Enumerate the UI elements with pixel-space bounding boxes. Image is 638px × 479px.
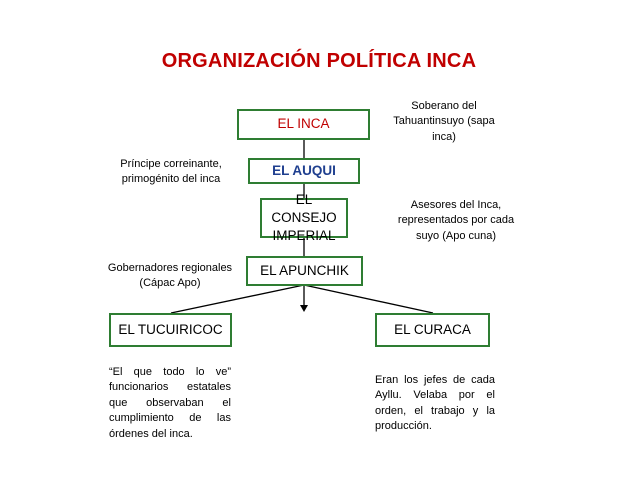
page-title: ORGANIZACIÓN POLÍTICA INCA <box>161 50 477 72</box>
note-gobernadores: Gobernadores regionales (Cápac Apo) <box>107 262 233 290</box>
note-soberano: Soberano del Tahuantinsuyo (sapa inca) <box>393 100 495 143</box>
branch-line-right <box>304 285 433 313</box>
box-el-consejo-imperial: EL CONSEJO IMPERIAL <box>260 198 348 238</box>
box-el-inca: EL INCA <box>237 109 370 140</box>
note-curaca-description: Eran los jefes de cada Ayllu. Velaba por el orden, el trabajo y la producción. <box>375 374 495 433</box>
note-asesores: Asesores del Inca, representados por cada suyo (Apo cuna) <box>397 199 515 242</box>
note-principe: Príncipe correinante, primogénito del inca <box>120 158 222 186</box>
box-el-apunchik: EL APUNCHIK <box>246 256 363 286</box>
note-tucuiricoc-description: “El que todo lo ve” funcionarios estatales que observaban el cumplimiento de las órdenes del inca. <box>109 366 231 440</box>
trunk-arrowhead <box>300 305 308 312</box>
box-el-auqui: EL AUQUI <box>248 158 360 184</box>
box-el-tucuiricoc: EL TUCUIRICOC <box>109 313 232 347</box>
box-el-curaca: EL CURACA <box>375 313 490 347</box>
